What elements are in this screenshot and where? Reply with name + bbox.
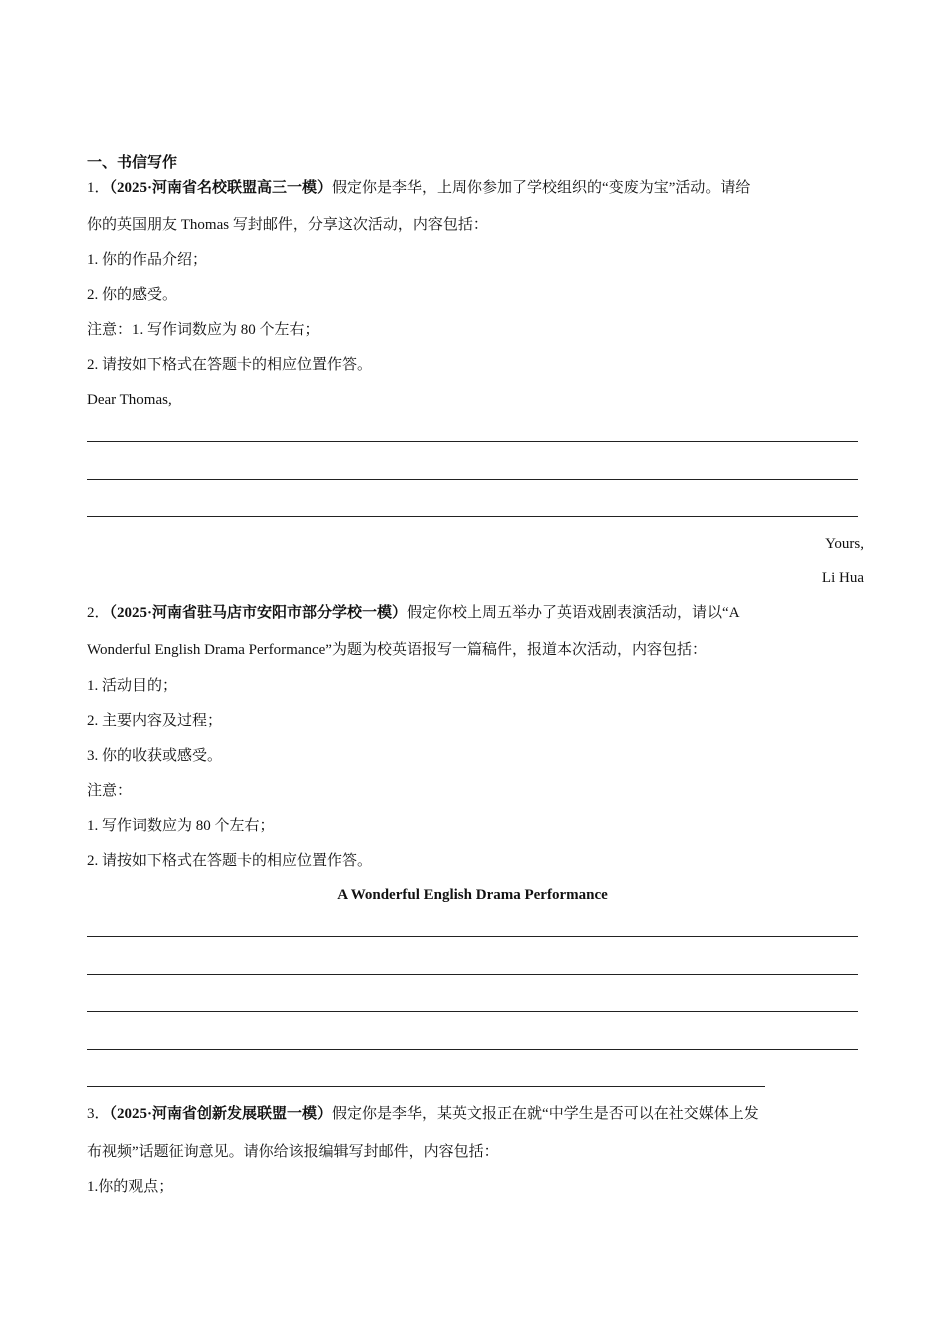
- q1-closing: Yours,: [825, 536, 864, 552]
- q3-prompt-line1: 假定你是李华，某英文报正在就“中学生是否可以在社交媒体上发: [332, 1106, 759, 1122]
- q2-note-1: 1. 写作词数应为 80 个左右；: [87, 818, 275, 834]
- q1-answer-line[interactable]: [87, 441, 858, 442]
- section-heading: 一、书信写作: [87, 155, 178, 171]
- q1-line1: [87, 178, 750, 198]
- q2-answer-line[interactable]: [87, 936, 858, 937]
- q1-answer-line[interactable]: [87, 516, 858, 517]
- q1-note-2: 2. 请按如下格式在答题卡的相应位置作答。: [87, 357, 373, 373]
- q2-essay-title: A Wonderful English Drama Performance: [337, 887, 608, 903]
- q3-point-1: 1.你的观点；: [87, 1179, 174, 1195]
- q1-answer-line[interactable]: [87, 479, 858, 480]
- q2-answer-line[interactable]: [87, 974, 858, 975]
- q3-line1: [87, 1104, 759, 1124]
- q2-answer-line[interactable]: [87, 1049, 858, 1050]
- q1-salutation: Dear Thomas,: [87, 392, 172, 408]
- q1-point-2: 2. 你的感受。: [87, 287, 178, 303]
- q1-signature: Li Hua: [821, 570, 864, 586]
- q2-answer-line[interactable]: [87, 1011, 858, 1012]
- q3-source: （2025·河南省创新发展联盟一模）: [109, 1106, 333, 1122]
- q1-source: （2025·河南省名校联盟高三一模）: [109, 180, 333, 196]
- q2-point-1: 1. 活动目的；: [87, 678, 178, 694]
- q2-point-2: 2. 主要内容及过程；: [87, 713, 223, 729]
- q2-prompt-line2: Wonderful English Drama Performance”为题为校英语报写一篇稿件，报道本次活动，内容包括：: [87, 642, 707, 658]
- q2-note-2: 2. 请按如下格式在答题卡的相应位置作答。: [87, 853, 373, 869]
- q3-prompt-line2: 布视频”话题征询意见。请你给该报编辑写封邮件，内容包括：: [87, 1144, 499, 1160]
- q1-number: 1．: [87, 180, 110, 196]
- q1-note-1: 注意：1. 写作词数应为 80 个左右；: [87, 322, 320, 338]
- q1-prompt-line2: 你的英国朋友 Thomas 写封邮件，分享这次活动，内容包括：: [87, 217, 488, 233]
- q1-prompt-line1: 假定你是李华，上周你参加了学校组织的“变废为宝”活动。请给: [332, 180, 751, 196]
- q1-point-1: 1. 你的作品介绍；: [87, 252, 208, 268]
- q2-source: （2025·河南省驻马店市安阳市部分学校一模）: [109, 605, 408, 621]
- q2-point-3: 3. 你的收获或感受。: [87, 748, 223, 764]
- q2-prompt-line1: 假定你校上周五举办了英语戏剧表演活动，请以“A: [407, 605, 740, 621]
- q3-number: 3．: [87, 1106, 110, 1122]
- q2-answer-line[interactable]: [87, 1086, 765, 1087]
- q2-number: 2．: [87, 605, 110, 621]
- q2-notes-label: 注意：: [87, 783, 133, 799]
- q2-line1: [87, 603, 740, 623]
